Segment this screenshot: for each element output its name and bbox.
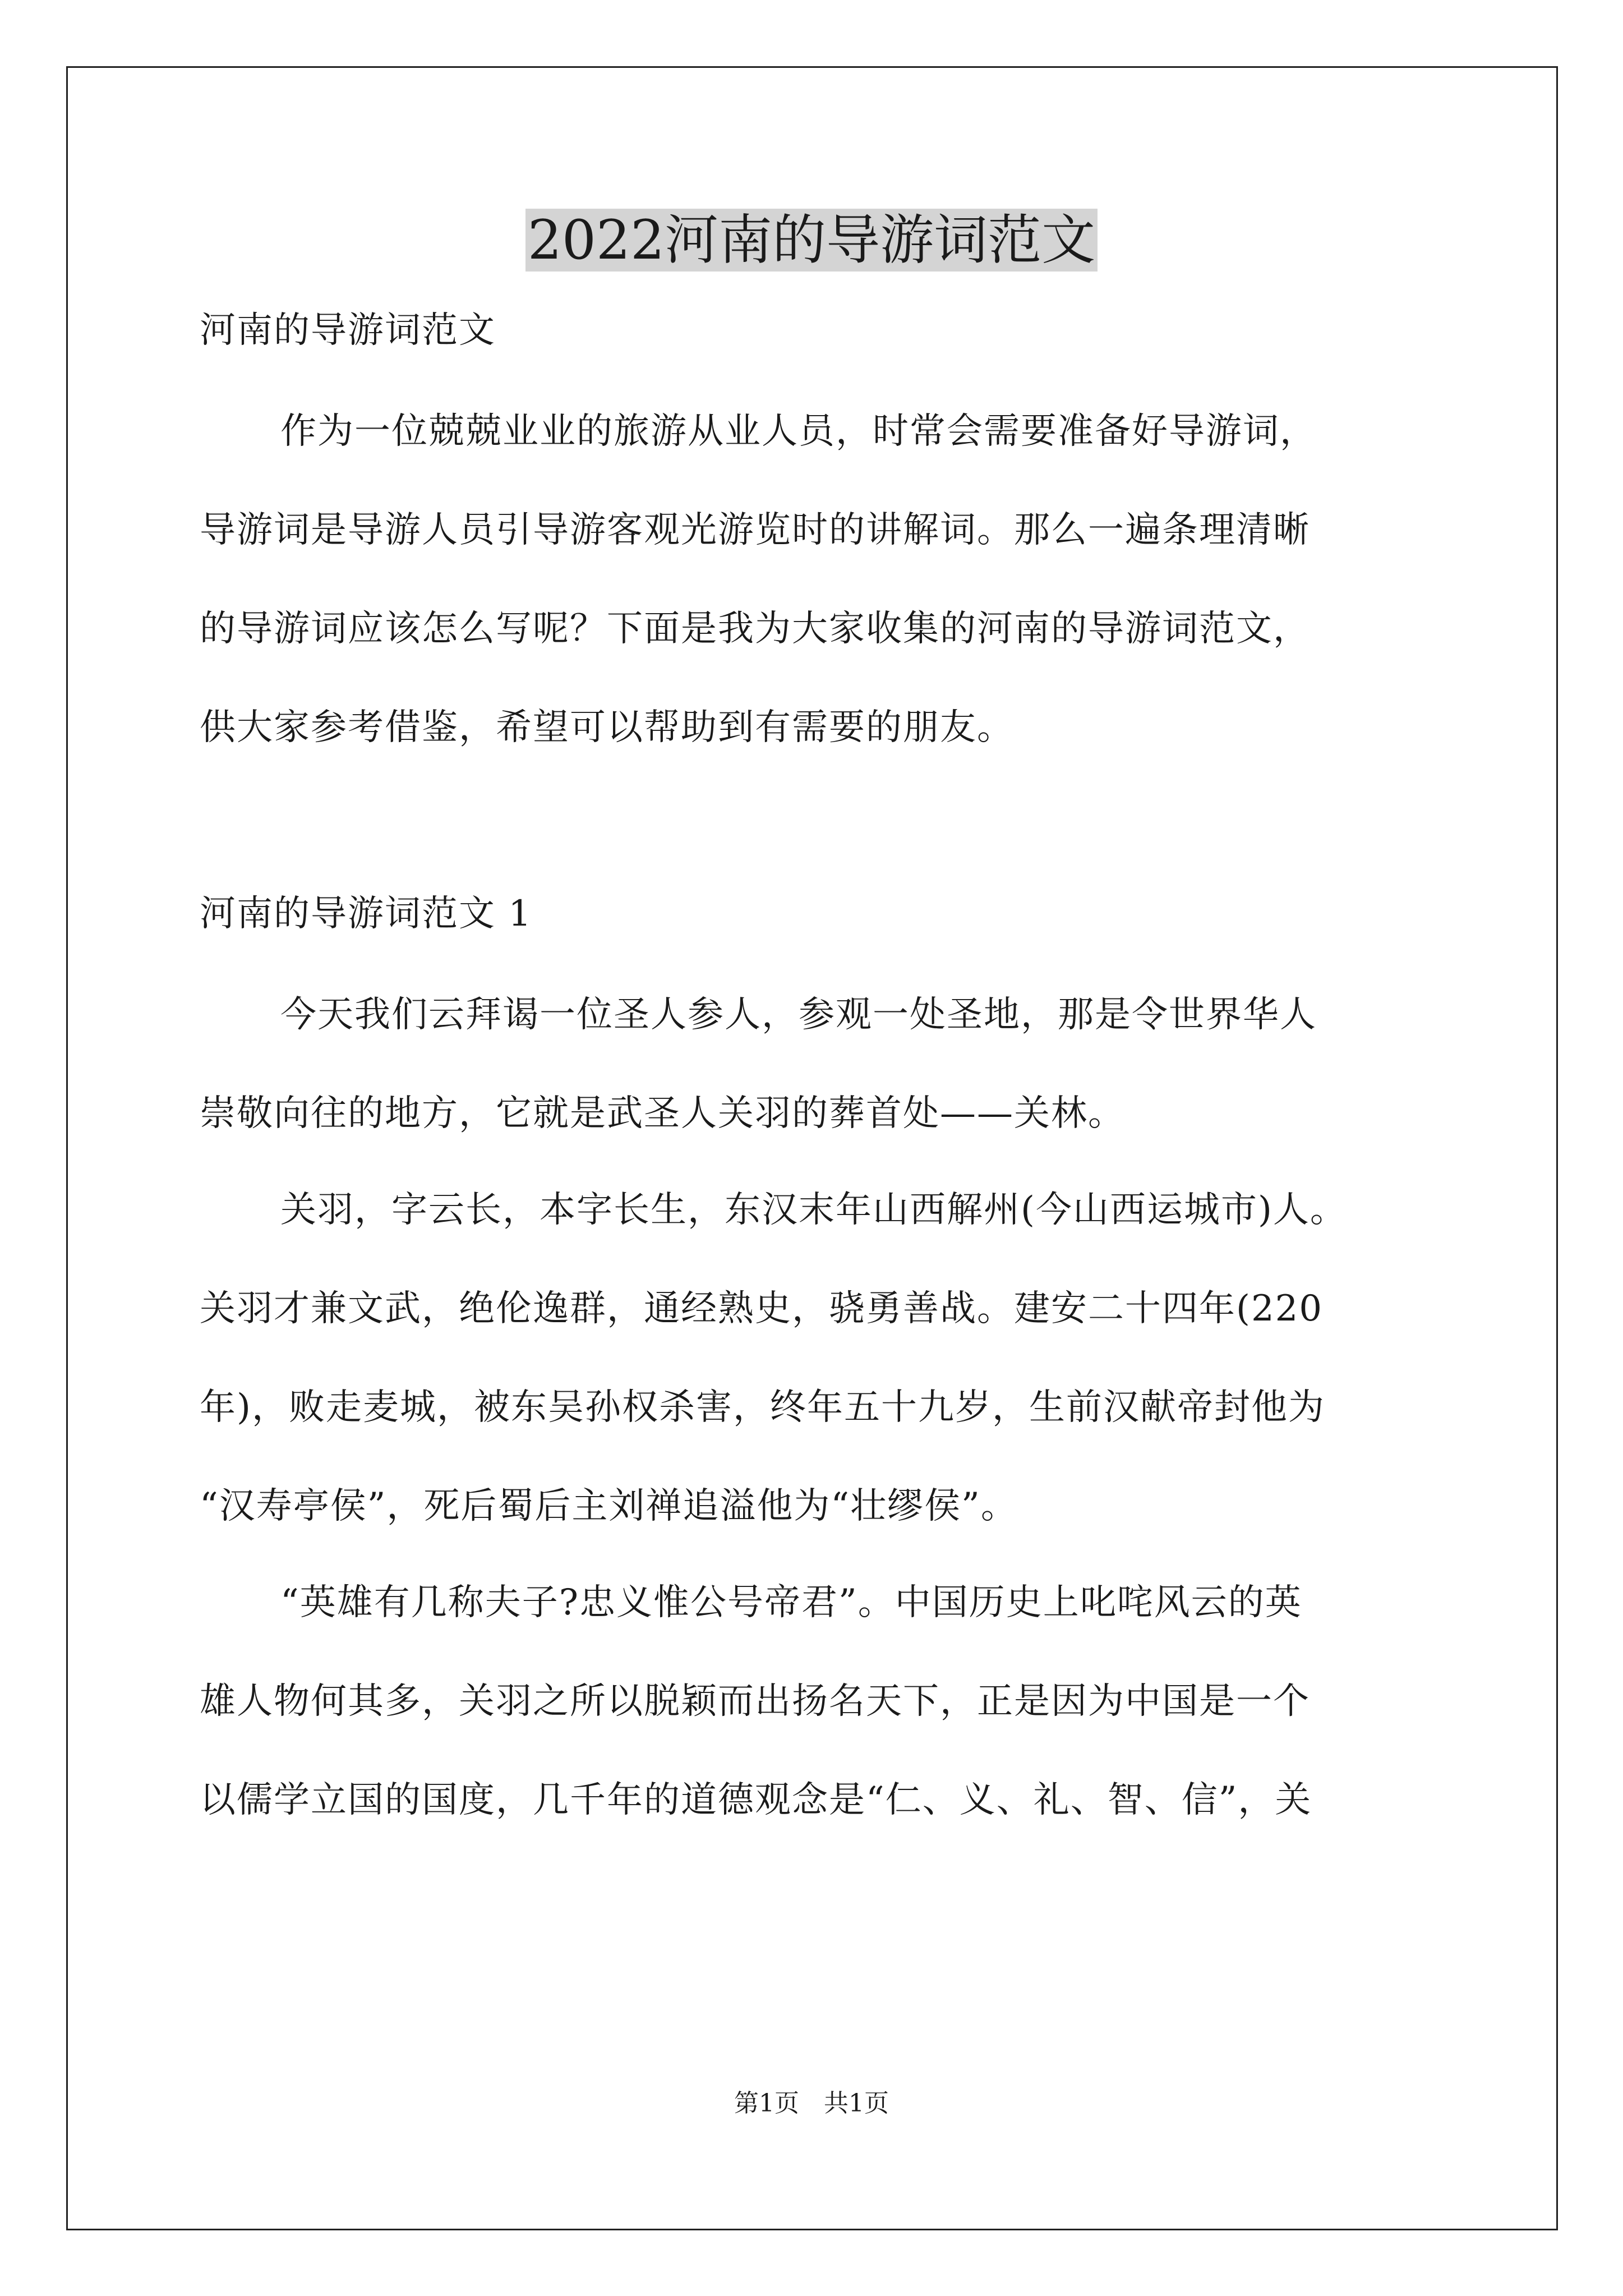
intro-paragraph [200, 407, 1433, 752]
text-line: 年)，败走麦城，被东吴孙权杀害，终年五十九岁，生前汉献帝封他为 [200, 1387, 1325, 1428]
text-line: 的导游词应该怎么写呢？下面是我为大家收集的河南的导游词范文， [200, 608, 1310, 650]
text-line: 今天我们云拜谒一位圣人参人，参观一处圣地，那是令世界华人 [280, 994, 1317, 1036]
text-line: “汉寿亭侯”，死后蜀后主刘禅追溢他为“壮缪侯”。 [200, 1485, 1018, 1527]
section1-heading: 河南的导游词范文 1 [200, 893, 533, 935]
document-body [200, 306, 1433, 1872]
document-title [0, 201, 1623, 279]
section1-paragraph-3 [200, 1578, 1433, 1825]
text-line: 崇敬向往的地方，它就是武圣人关羽的葬首处——关林。 [200, 1093, 1125, 1134]
text-line: “英雄有几称夫子?忠义惟公号帝君”。中国历史上叱咤风云的英 [280, 1582, 1302, 1623]
intro-heading: 河南的导游词范文 [200, 310, 496, 351]
page-footer: 第1页 共1页 [734, 2089, 889, 2118]
text-line: 关羽才兼文武，绝伦逸群，通经熟史，骁勇善战。建安二十四年(220 [200, 1288, 1324, 1329]
text-line: 供大家参考借鉴，希望可以帮助到有需要的朋友。 [200, 707, 1014, 748]
text-line: 以儒学立国的国度，几千年的道德观念是“仁、义、礼、智、信”，关 [200, 1779, 1312, 1821]
section1-paragraph-1 [200, 990, 1433, 1138]
text-line: 雄人物何其多，关羽之所以脱颖而出扬名天下，正是因为中国是一个 [200, 1681, 1310, 1722]
document-title-text: 2022河南的导游词范文 [525, 209, 1098, 272]
text-line: 作为一位兢兢业业的旅游从业人员，时常会需要准备好导游词， [280, 411, 1317, 452]
section1-paragraph-2 [200, 1185, 1433, 1531]
text-line: 关羽，字云长，本字长生，东汉末年山西解州(今山西运城市)人。 [280, 1189, 1347, 1231]
text-line: 导游词是导游人员引导游客观光游览时的讲解词。那么一遍条理清晰 [200, 509, 1310, 551]
